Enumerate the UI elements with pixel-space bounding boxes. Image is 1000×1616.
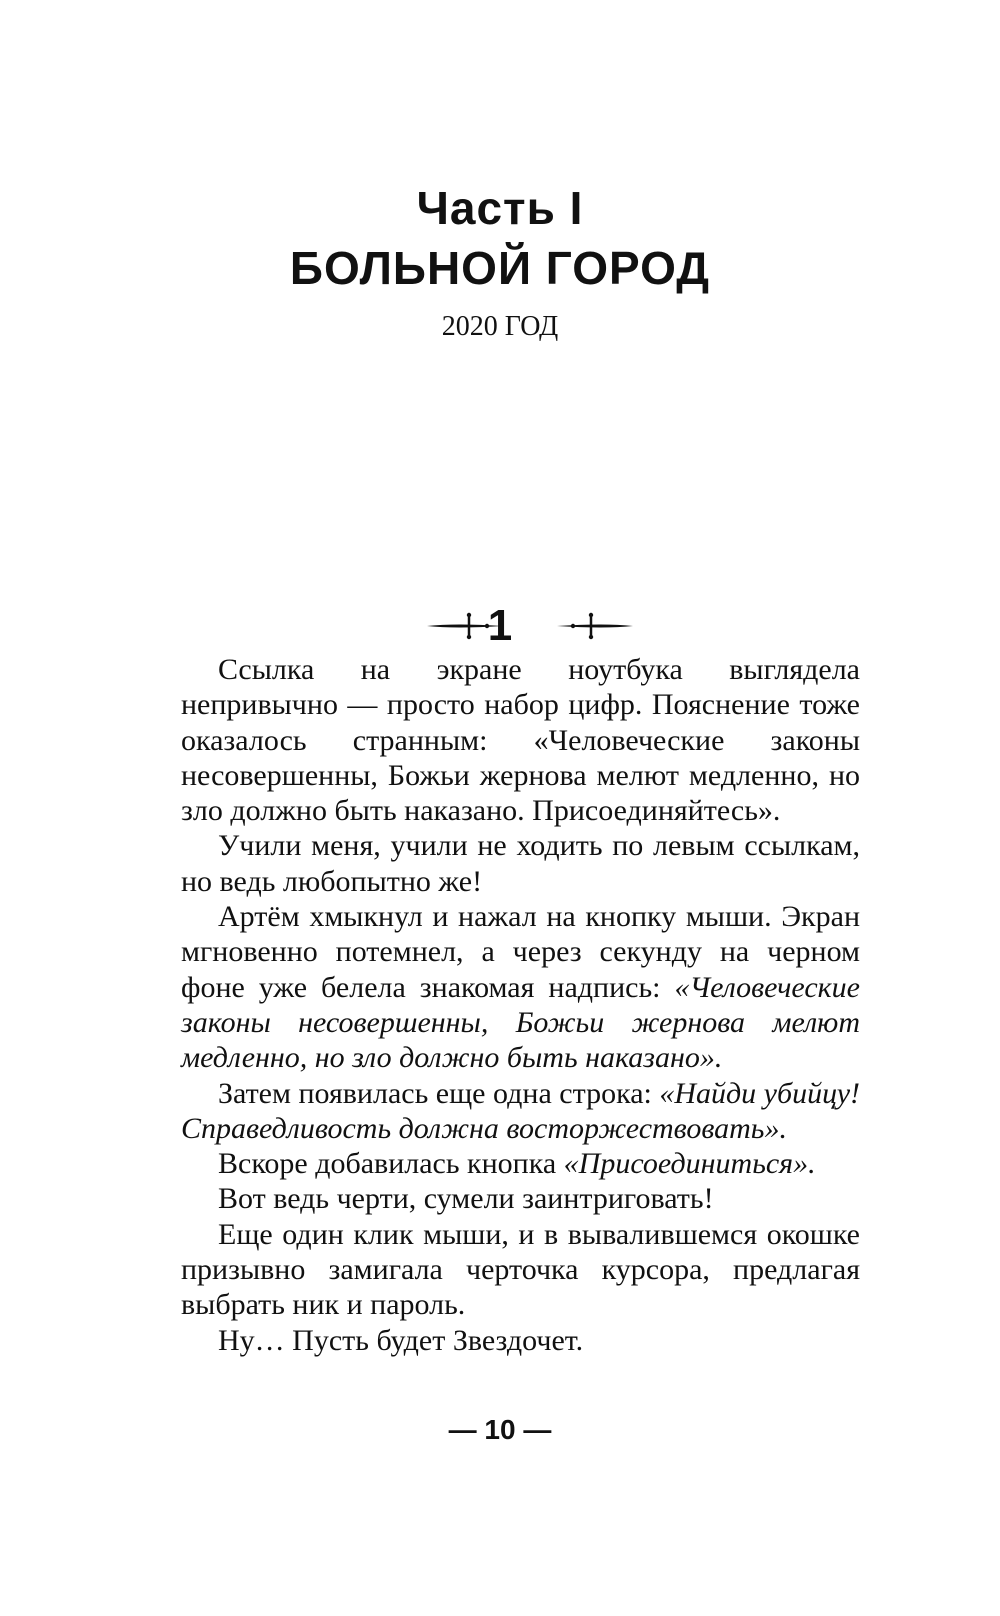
italic-quote: «Присоединиться». bbox=[563, 1147, 816, 1181]
paragraph: Ссылка на экране ноутбука выглядела непривычно — просто набор цифр. Пояснение тоже оказалось странным: «Человеческие законы несовершенны, Божьи жернова мелют медленно, но зло должно быть наказано. Присоединяйтесь». bbox=[181, 653, 860, 828]
page-number: — 10 — bbox=[448, 1414, 552, 1445]
part-heading bbox=[0, 178, 1000, 298]
part-subtitle: БОЛЬНОЙ ГОРОД bbox=[289, 242, 711, 294]
paragraph-text: Затем появилась еще одна строка: bbox=[218, 1076, 660, 1110]
cross-ornament-icon bbox=[555, 612, 635, 640]
part-year: 2020 ГОД bbox=[441, 311, 559, 342]
chapter-heading bbox=[0, 600, 1000, 652]
italic-quote: «Человеческие законы несовершенны, Божьи жернова мелют медленно, но зло должно быть наказано». bbox=[181, 970, 860, 1075]
paragraph bbox=[181, 899, 860, 1075]
paragraph: Ну… Пусть будет Звездочет. bbox=[218, 1323, 584, 1357]
chapter-body bbox=[181, 652, 860, 1358]
paragraph: Еще один клик мыши, и в вывалившемся окошке призывно замигала черточка курсора, предлагая выбрать ник и пароль. bbox=[181, 1217, 860, 1322]
italic-quote: «Найди убийцу! Справедливость должна восторжествовать». bbox=[181, 1076, 861, 1145]
chapter-number: 1 bbox=[487, 601, 513, 650]
paragraph: Учили меня, учили не ходить по левым ссылкам, но ведь любопытно же! bbox=[181, 829, 860, 898]
paragraph-text: Вскоре добавилась кнопка bbox=[218, 1147, 564, 1181]
paragraph-text: Артём хмыкнул и нажал на кнопку мыши. Экран мгновенно потемнел, а через секунду на черном фоне уже белела знакомая надпись: bbox=[181, 900, 860, 1004]
paragraph: Вот ведь черти, сумели заинтриговать! bbox=[218, 1182, 714, 1216]
paragraph bbox=[181, 1146, 860, 1181]
part-title: Часть I bbox=[416, 182, 584, 234]
paragraph bbox=[181, 1076, 860, 1147]
